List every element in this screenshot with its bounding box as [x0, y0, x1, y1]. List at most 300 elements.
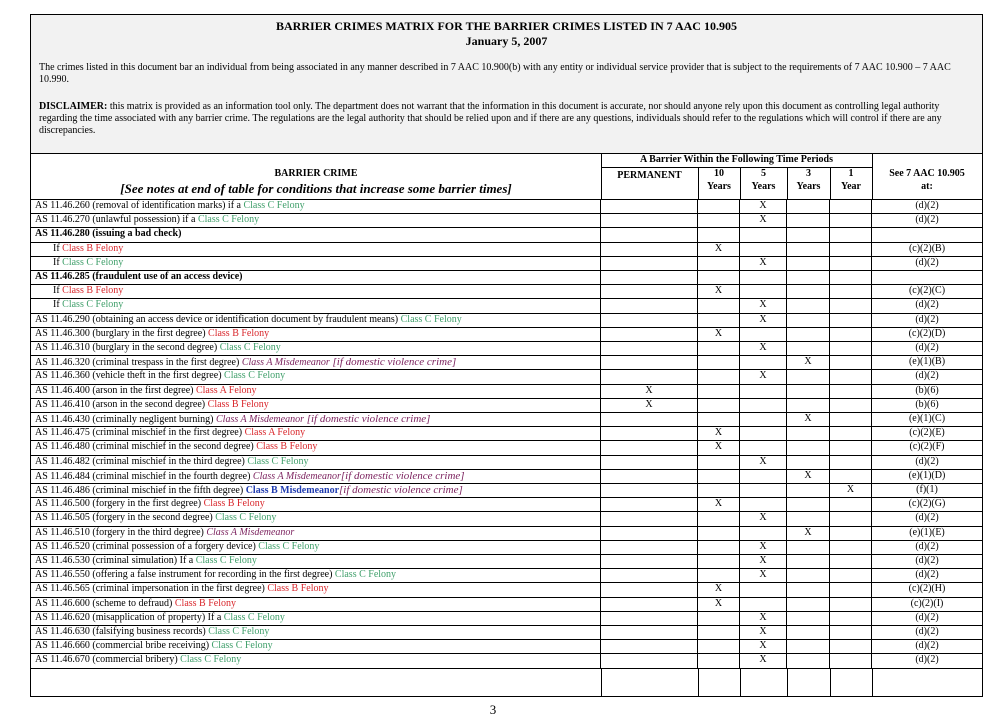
period-cell [787, 342, 830, 356]
crime-class: Class C Felony [223, 611, 285, 623]
period-cell [830, 370, 872, 384]
period-cell [830, 512, 872, 526]
period-cell [698, 612, 740, 626]
period-mark: X [698, 498, 740, 512]
crime-statute: AS 11.46.290 (obtaining an access device or identification document by fraudulent means) [35, 313, 401, 325]
period-cell [787, 385, 830, 399]
crime-statute: AS 11.46.486 (criminal mischief in the fifth degree) [35, 485, 246, 496]
period-cell [601, 228, 698, 242]
period-cell [698, 640, 740, 654]
crime-description [31, 314, 601, 328]
period-cell [698, 271, 740, 285]
period-cell [601, 285, 698, 299]
period-cell [830, 299, 872, 313]
table-row [31, 583, 982, 597]
crime-class: Class A Misdemeanor [216, 414, 304, 425]
period-cell [740, 413, 787, 427]
crime-statute: AS 11.46.670 (commercial bribery) [35, 654, 181, 666]
column-line [787, 669, 788, 696]
disclaimer-paragraph [39, 101, 979, 137]
table-row [31, 427, 982, 441]
crime-description [31, 640, 601, 654]
period-mark: X [787, 413, 830, 427]
crime-statute: AS 11.46.482 (criminal mischief in the third degree) [35, 455, 248, 467]
crime-description [31, 427, 601, 441]
period-cell [740, 484, 787, 498]
period-mark: X [740, 541, 787, 555]
crime-class: Class B Felony [203, 498, 265, 510]
period-mark: X [740, 626, 787, 640]
table-note: [See notes at end of table for conditions that increase some barrier times] [120, 181, 512, 196]
crime-class: Class C Felony [180, 654, 242, 666]
table-row [31, 342, 982, 356]
period-cell [787, 243, 830, 257]
period-cell [830, 456, 872, 470]
aac-reference: (c)(2)(G) [908, 498, 946, 510]
crime-class: Class C Felony [195, 555, 257, 566]
crime-description [31, 654, 601, 668]
period-mark: X [740, 257, 787, 271]
aac-header: See 7 AAC 10.905 [889, 168, 965, 179]
crime-statute: AS 11.46.400 (arson in the first degree) [35, 384, 196, 396]
period-mark: X [740, 456, 787, 470]
period-cell [787, 427, 830, 441]
period-cell [601, 612, 698, 626]
document-date: January 5, 2007 [465, 34, 548, 48]
crime-statute: If [53, 299, 63, 311]
period-mark: X [698, 328, 740, 342]
period-cell [740, 427, 787, 441]
table-row [31, 271, 982, 285]
period-cell [601, 583, 698, 597]
period-mark: X [601, 399, 698, 413]
aac-reference: (d)(2) [915, 370, 939, 382]
crime-class: Class B Felony [208, 327, 270, 339]
crime-description [31, 257, 601, 271]
period-mark: X [698, 598, 740, 612]
one-year-header-unit: Year [841, 181, 861, 192]
crime-class: Class B Felony [267, 583, 329, 595]
table-row [31, 626, 982, 640]
period-cell [740, 598, 787, 612]
period-cell [787, 399, 830, 413]
crime-description [31, 512, 601, 526]
period-mark: X [740, 512, 787, 526]
aac-reference: (d)(2) [915, 640, 939, 652]
period-cell [830, 498, 872, 512]
crime-description [31, 399, 601, 413]
crime-statute: AS 11.46.280 (issuing a bad check) [35, 228, 182, 240]
table-row [31, 456, 982, 470]
crime-statute: AS 11.46.300 (burglary in the first degree) [35, 327, 209, 339]
crime-statute: AS 11.46.260 (removal of identification marks) if a [35, 200, 244, 211]
aac-reference: (d)(2) [915, 540, 939, 552]
crime-class: Class C Felony [211, 640, 273, 652]
period-cell [601, 413, 698, 427]
table-row [31, 484, 982, 498]
crime-description [31, 285, 601, 299]
aac-reference: (b)(6) [915, 398, 939, 410]
crime-statute: AS 11.46.310 (burglary in the second degree) [35, 342, 220, 353]
header-vline [740, 167, 741, 199]
aac-reference: (c)(2)(D) [908, 327, 946, 339]
period-cell [601, 626, 698, 640]
aac-reference: (e)(1)(C) [908, 413, 946, 424]
period-cell [830, 356, 872, 370]
period-cell [830, 427, 872, 441]
period-cell [601, 484, 698, 498]
crime-statute: AS 11.46.270 (unlawful possession) if a [35, 214, 198, 226]
crime-class: Class C Felony [208, 626, 270, 637]
period-cell [787, 299, 830, 313]
crime-class: Class C Felony [224, 370, 286, 382]
permanent-header: PERMANENT [617, 170, 682, 181]
aac-reference: (f)(1) [916, 484, 938, 495]
period-cell [601, 200, 698, 214]
period-cell [787, 370, 830, 384]
period-cell [787, 271, 830, 285]
crime-class: Class A Felony [244, 427, 306, 439]
aac-reference: (e)(1)(E) [909, 526, 945, 538]
aac-reference: (d)(2) [915, 313, 939, 325]
time-periods-header: A Barrier Within the Following Time Periods [640, 154, 833, 165]
period-cell [830, 399, 872, 413]
crime-class: Class B Felony [256, 441, 318, 453]
disclaimer-text: this matrix is provided as an information tool only. The department does not warrant that the information in this document is accurate, nor should anyone rely upon this document as controlling legal authority regarding the time associated with any barrier crime. The regulations are the legal authority that should be relied upon and if there are any questions, individuals should refer to the regulations which will control if there are any discrepancies. [39, 101, 942, 136]
period-cell [787, 512, 830, 526]
period-cell [787, 598, 830, 612]
period-cell [601, 271, 698, 285]
table-row [31, 498, 982, 512]
crime-class: Class C Felony [247, 455, 309, 467]
table-row [31, 654, 982, 668]
crime-statute: AS 11.46.600 (scheme to defraud) [35, 597, 175, 609]
aac-reference: (d)(2) [915, 299, 939, 311]
crime-condition: [if domestic violence crime] [303, 413, 431, 425]
period-cell [601, 512, 698, 526]
period-cell [698, 370, 740, 384]
period-cell [601, 527, 698, 541]
aac-reference: (d)(2) [915, 654, 939, 666]
column-line [601, 669, 602, 696]
aac-reference: (c)(2)(I) [910, 597, 944, 609]
crime-class: Class C Felony [215, 512, 277, 524]
period-cell [698, 527, 740, 541]
period-mark: X [787, 356, 830, 370]
period-cell [698, 470, 740, 484]
table-row [31, 512, 982, 526]
period-cell [830, 626, 872, 640]
crime-statute: AS 11.46.530 (criminal simulation) If a [35, 555, 196, 566]
period-cell [601, 328, 698, 342]
period-cell [601, 427, 698, 441]
period-cell [787, 228, 830, 242]
period-cell [740, 243, 787, 257]
period-mark: X [740, 200, 787, 214]
period-mark: X [740, 314, 787, 328]
crime-description [31, 441, 601, 455]
crime-description [31, 200, 601, 214]
ten-years-header-unit: Years [707, 181, 731, 192]
period-mark: X [698, 243, 740, 257]
three-years-header-unit: Years [796, 181, 821, 192]
period-cell [830, 271, 872, 285]
period-cell [698, 299, 740, 313]
period-cell [787, 200, 830, 214]
crime-description [31, 385, 601, 399]
period-mark: X [740, 555, 787, 569]
crime-class: Class C Felony [243, 200, 305, 211]
aac-reference: (d)(2) [915, 256, 939, 268]
crime-class: Class B Felony [207, 398, 269, 410]
period-cell [830, 441, 872, 455]
period-cell [601, 257, 698, 271]
aac-reference: (e)(1)(B) [908, 356, 946, 368]
table-row [31, 612, 982, 626]
period-cell [787, 314, 830, 328]
aac-reference: (d)(2) [915, 611, 939, 623]
aac-reference: (d)(2) [915, 555, 939, 566]
aac-reference: (d)(2) [915, 342, 939, 353]
column-line [698, 669, 699, 696]
crime-statute: If [53, 256, 63, 268]
period-cell [698, 456, 740, 470]
period-mark: X [698, 285, 740, 299]
period-cell [698, 200, 740, 214]
period-cell [830, 328, 872, 342]
table-row [31, 399, 982, 413]
crime-class: Class B Felony [62, 285, 124, 297]
crime-statute: If [53, 242, 63, 254]
period-cell [740, 498, 787, 512]
period-cell [740, 356, 787, 370]
period-mark: X [740, 214, 787, 228]
crime-description [31, 271, 601, 285]
period-cell [830, 555, 872, 569]
crime-statute: AS 11.46.565 (criminal impersonation in the first degree) [35, 583, 268, 595]
header-divider [601, 167, 872, 168]
crime-statute: If [53, 285, 63, 297]
crime-condition: [if domestic violence crime] [340, 469, 465, 482]
table-row [31, 470, 982, 484]
period-cell [830, 200, 872, 214]
crime-description [31, 342, 601, 356]
table-row [31, 285, 982, 299]
header-vline [872, 153, 873, 199]
crime-description [31, 214, 601, 228]
period-cell [698, 569, 740, 583]
crime-class: Class C Felony [197, 214, 260, 226]
crime-class: Class C Felony [400, 313, 462, 325]
period-cell [601, 370, 698, 384]
period-cell [601, 598, 698, 612]
aac-reference: (c)(2)(F) [909, 441, 945, 453]
period-cell [601, 243, 698, 257]
document-header [31, 15, 982, 154]
table-row [31, 441, 982, 455]
period-cell [787, 654, 830, 668]
aac-reference [872, 271, 982, 285]
crime-description [31, 484, 601, 498]
table-row [31, 640, 982, 654]
period-cell [601, 299, 698, 313]
aac-reference: (d)(2) [915, 512, 939, 524]
crime-description [31, 370, 601, 384]
period-cell [601, 654, 698, 668]
period-cell [698, 484, 740, 498]
period-mark: X [698, 441, 740, 455]
period-cell [830, 342, 872, 356]
period-cell [830, 654, 872, 668]
period-mark: X [740, 299, 787, 313]
crime-class: Class B Felony [174, 597, 236, 609]
crime-statute: AS 11.46.360 (vehicle theft in the first degree) [35, 370, 225, 382]
document-title: BARRIER CRIMES MATRIX FOR THE BARRIER CRIMES LISTED IN 7 AAC 10.905 [276, 19, 737, 33]
period-cell [830, 228, 872, 242]
period-cell [601, 456, 698, 470]
period-cell [601, 342, 698, 356]
period-mark: X [830, 484, 872, 498]
period-mark: X [740, 640, 787, 654]
crime-class: Class A Misdemeanor [252, 470, 341, 482]
period-cell [787, 214, 830, 228]
period-mark: X [787, 527, 830, 541]
period-cell [601, 470, 698, 484]
table-row [31, 214, 982, 228]
aac-reference [872, 228, 982, 242]
table-row [31, 541, 982, 555]
period-mark: X [740, 569, 787, 583]
table-row [31, 299, 982, 313]
crime-description [31, 470, 601, 484]
period-cell [830, 214, 872, 228]
period-cell [698, 228, 740, 242]
period-cell [830, 640, 872, 654]
period-mark: X [740, 654, 787, 668]
crime-description [31, 612, 601, 626]
crime-statute: AS 11.46.410 (arson in the second degree) [35, 398, 208, 410]
period-cell [830, 243, 872, 257]
aac-reference: (c)(2)(C) [908, 285, 946, 297]
aac-reference: (d)(2) [915, 200, 939, 211]
period-cell [698, 512, 740, 526]
period-cell [740, 271, 787, 285]
period-cell [830, 413, 872, 427]
crime-description [31, 328, 601, 342]
ten-years-header-num: 10 [714, 168, 724, 179]
period-cell [740, 399, 787, 413]
one-year-header-num: 1 [848, 168, 854, 179]
period-cell [787, 569, 830, 583]
period-cell [601, 569, 698, 583]
crime-condition: [if domestic violence crime] [339, 484, 463, 496]
period-mark: X [787, 470, 830, 484]
period-cell [698, 342, 740, 356]
table-row [31, 598, 982, 612]
period-cell [698, 314, 740, 328]
table-row [31, 243, 982, 257]
crime-statute: AS 11.46.430 (criminally negligent burning) [35, 414, 216, 425]
crime-class: Class C Felony [62, 299, 124, 311]
table-row [31, 257, 982, 271]
period-cell [740, 328, 787, 342]
document-frame [30, 14, 983, 697]
crime-description [31, 413, 601, 427]
period-cell [698, 257, 740, 271]
period-cell [740, 527, 787, 541]
table-row [31, 370, 982, 384]
crime-description [31, 583, 601, 597]
table-row [31, 314, 982, 328]
period-cell [830, 385, 872, 399]
period-cell [698, 654, 740, 668]
table-row [31, 228, 982, 242]
period-cell [601, 541, 698, 555]
period-cell [787, 456, 830, 470]
crime-description [31, 356, 601, 370]
crime-description [31, 541, 601, 555]
period-cell [740, 228, 787, 242]
intro-paragraph: The crimes listed in this document bar an individual from being associated in any manner described in 7 AAC 10.900(b) with any entity or individual service provider that is subject to the requirements of 7 AAC 10.900 – 7 AAC 10.990. [39, 62, 951, 85]
table-row [31, 555, 982, 569]
crime-description [31, 527, 601, 541]
period-cell [787, 484, 830, 498]
period-cell [830, 257, 872, 271]
crime-description [31, 498, 601, 512]
five-years-header-num: 5 [761, 168, 766, 179]
crime-description [31, 598, 601, 612]
period-cell [601, 441, 698, 455]
aac-header-at: at: [921, 181, 933, 192]
crime-description [31, 626, 601, 640]
period-cell [740, 583, 787, 597]
table-row [31, 328, 982, 342]
period-cell [830, 541, 872, 555]
period-cell [740, 470, 787, 484]
period-cell [740, 385, 787, 399]
period-cell [787, 626, 830, 640]
aac-reference: (c)(2)(E) [909, 427, 945, 439]
header-vline [830, 167, 831, 199]
aac-reference: (b)(6) [915, 384, 939, 396]
aac-reference: (d)(2) [915, 569, 939, 581]
period-cell [830, 470, 872, 484]
period-cell [830, 598, 872, 612]
crime-statute: AS 11.46.510 (forgery in the third degree) [35, 526, 207, 538]
aac-reference: (d)(2) [915, 214, 939, 226]
table-row [31, 200, 982, 214]
period-mark: X [698, 583, 740, 597]
period-cell [787, 328, 830, 342]
crime-statute: AS 11.46.480 (criminal mischief in the second degree) [35, 441, 257, 453]
period-cell [787, 498, 830, 512]
barrier-crime-header: BARRIER CRIME [274, 168, 358, 179]
period-cell [698, 385, 740, 399]
column-line [830, 669, 831, 696]
period-cell [601, 356, 698, 370]
column-line [740, 669, 741, 696]
disclaimer-label: DISCLAIMER: [39, 101, 108, 112]
header-vline [698, 167, 699, 199]
crime-statute: AS 11.46.320 (criminal trespass in the first degree) [35, 357, 242, 369]
period-cell [830, 569, 872, 583]
period-cell [698, 555, 740, 569]
crime-condition: [if domestic violence crime] [329, 356, 457, 369]
five-years-header-unit: Years [751, 181, 776, 192]
period-cell [601, 555, 698, 569]
crime-description [31, 456, 601, 470]
crime-statute: AS 11.46.484 (criminal mischief in the fourth degree) [35, 470, 253, 482]
